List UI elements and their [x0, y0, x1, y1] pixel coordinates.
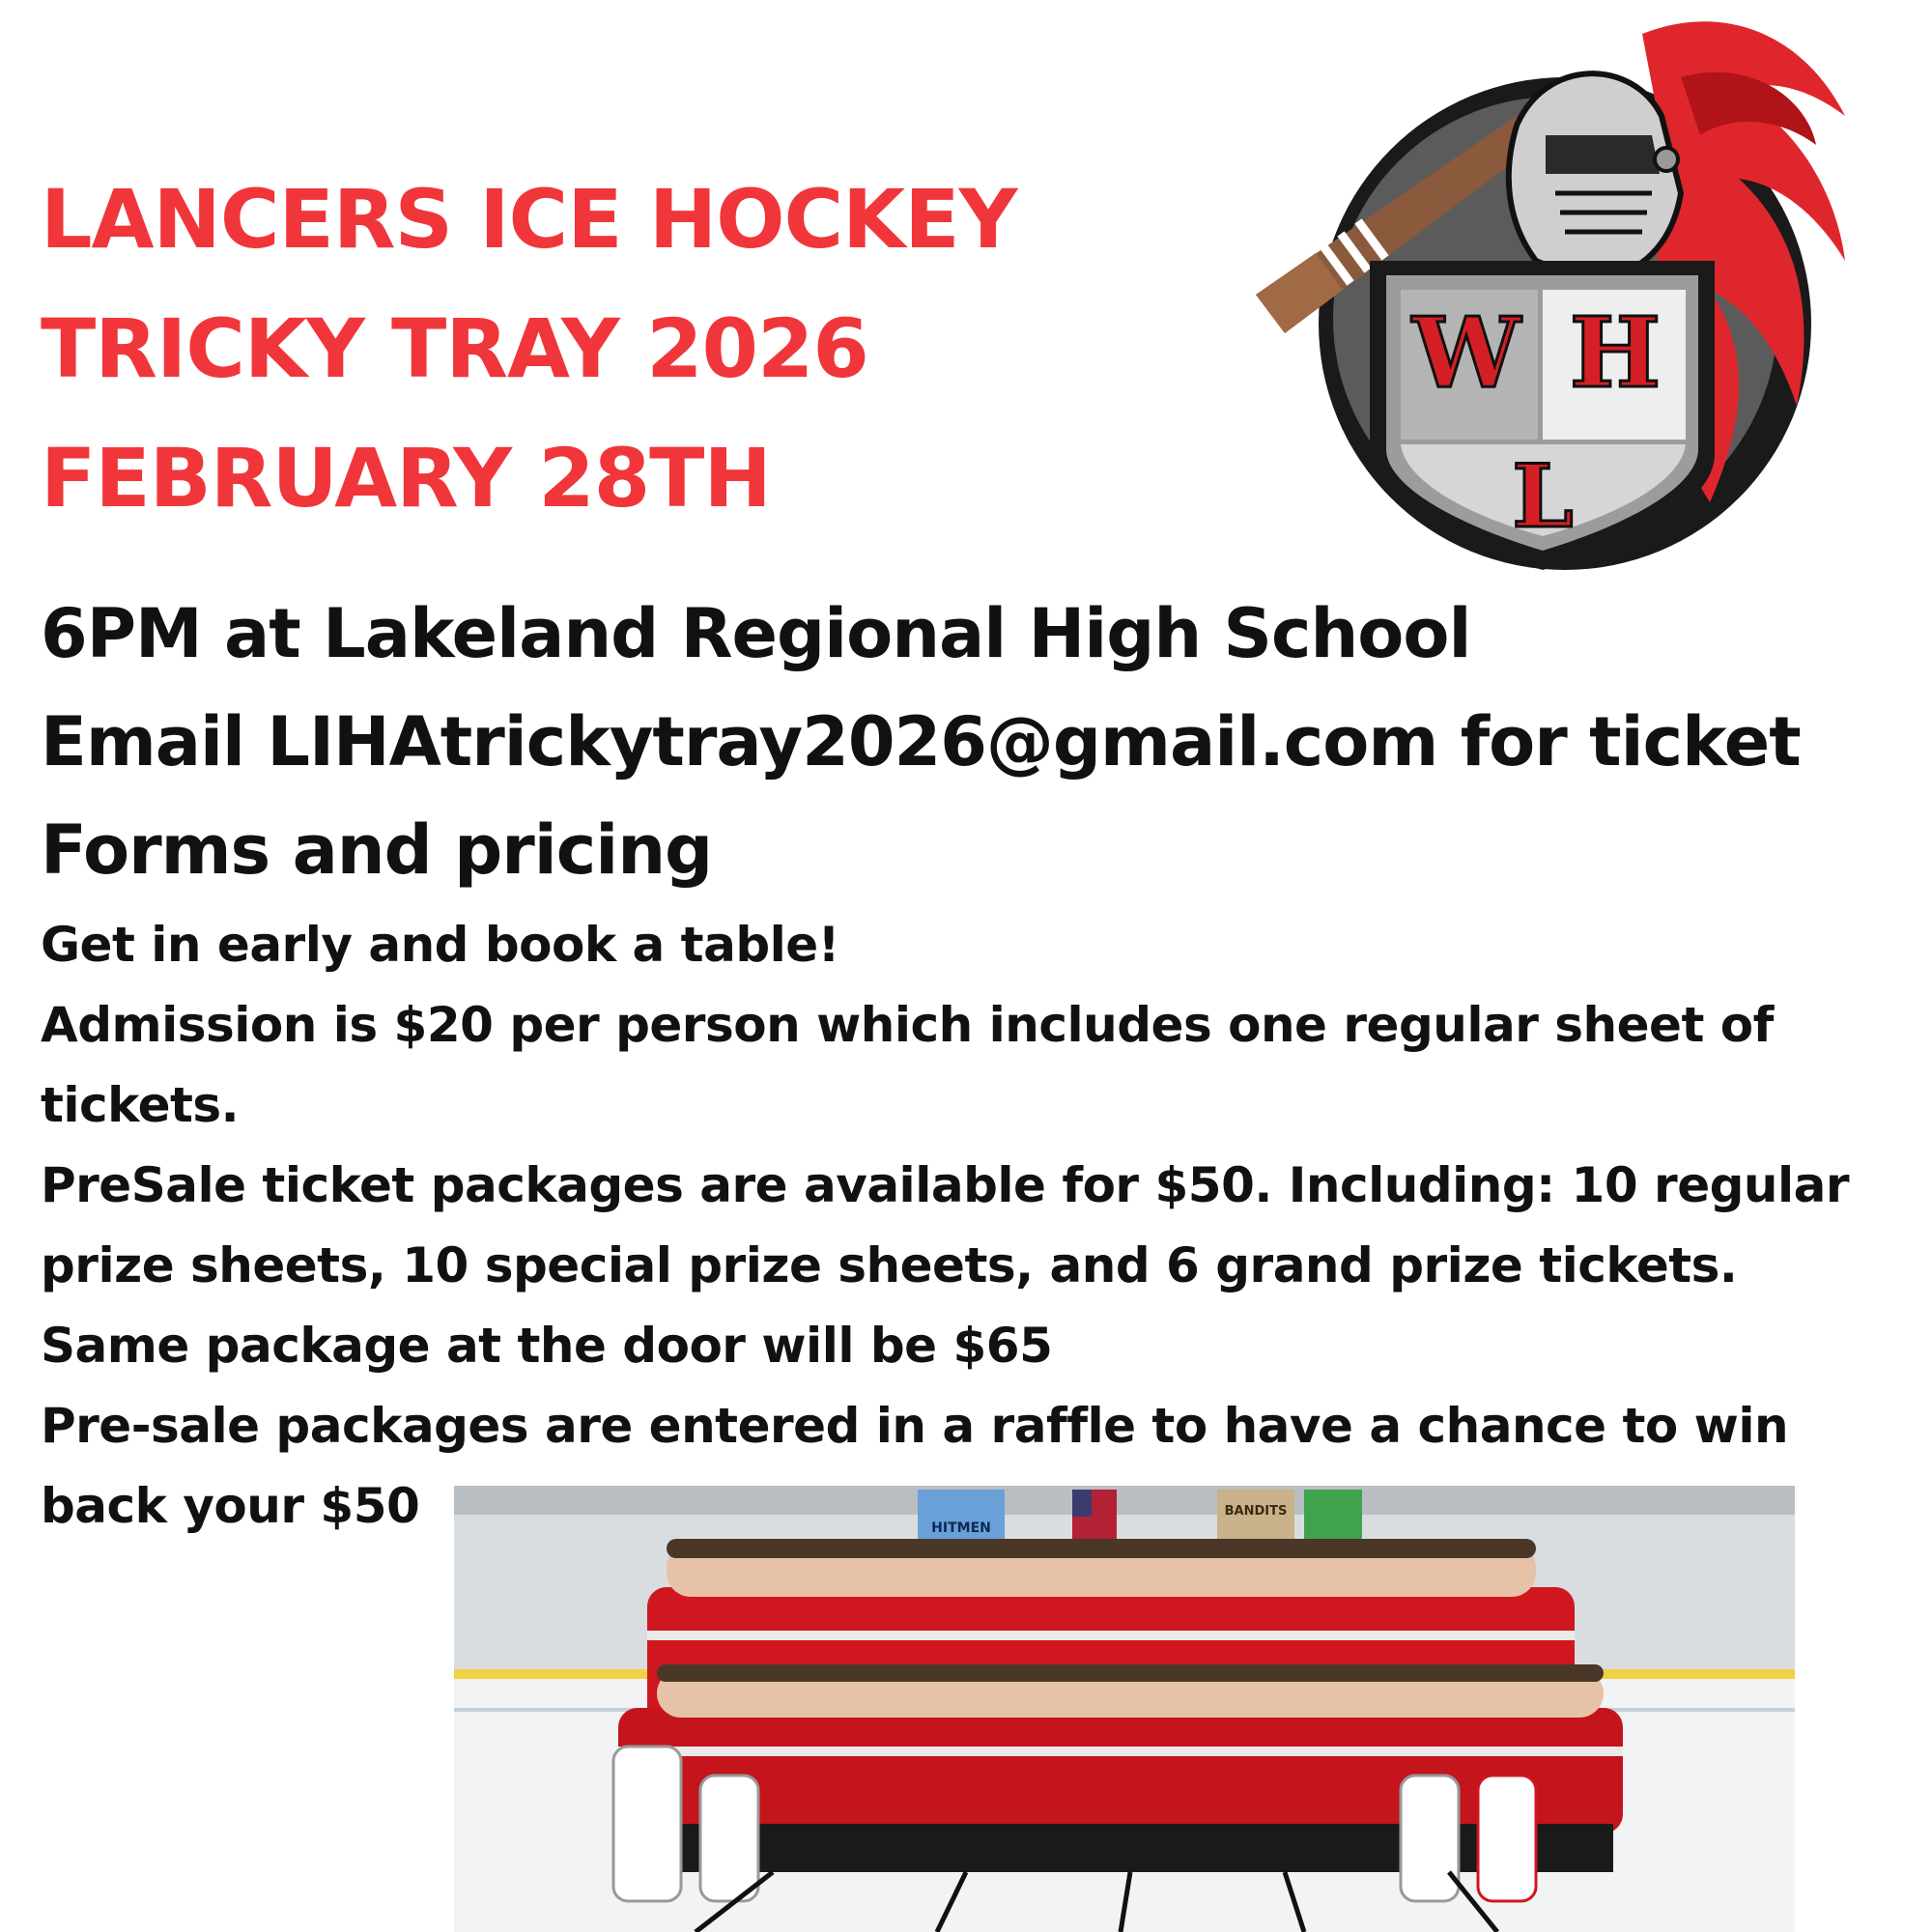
details-line-presale: PreSale ticket packages are available for $50. Including: 10 regular	[41, 1157, 1850, 1213]
banner-hitmen-label: HITMEN	[931, 1520, 991, 1536]
event-info	[41, 580, 1801, 904]
details-line-presale-cont: prize sheets, 10 special prize sheets, and 6 grand prize tickets.	[41, 1237, 1738, 1293]
event-time-location: 6PM at Lakeland Regional High School	[41, 594, 1471, 673]
lancers-logo	[1227, 0, 1884, 580]
event-forms-pricing: Forms and pricing	[41, 810, 713, 890]
logo-letter-h: H	[1569, 296, 1662, 410]
headline	[41, 155, 1016, 543]
headline-date: FEBRUARY 28TH	[41, 431, 771, 526]
details-line-raffle-cont: back your $50	[41, 1478, 420, 1534]
details-line-admission: Admission is $20 per person which includes one regular sheet of	[41, 997, 1774, 1053]
pricing-details	[41, 905, 1924, 1547]
details-line-raffle: Pre-sale packages are entered in a raffle to have a chance to win	[41, 1398, 1789, 1454]
knight-helmet-icon	[1509, 73, 1681, 280]
details-line-admission-cont: tickets.	[41, 1077, 240, 1133]
event-contact-email: Email LIHAtrickytray2026@gmail.com for ticket	[41, 702, 1801, 781]
team-photo	[454, 1486, 1795, 1932]
headline-event: TRICKY TRAY 2026	[41, 301, 868, 396]
headline-title: LANCERS ICE HOCKEY	[41, 172, 1017, 267]
details-line-door-price: Same package at the door will be $65	[41, 1318, 1053, 1374]
banner-bandits-label: BANDITS	[1224, 1504, 1288, 1519]
logo-letter-l: L	[1512, 445, 1574, 548]
details-line-table: Get in early and book a table!	[41, 917, 839, 973]
logo-letter-w: W	[1411, 296, 1521, 410]
